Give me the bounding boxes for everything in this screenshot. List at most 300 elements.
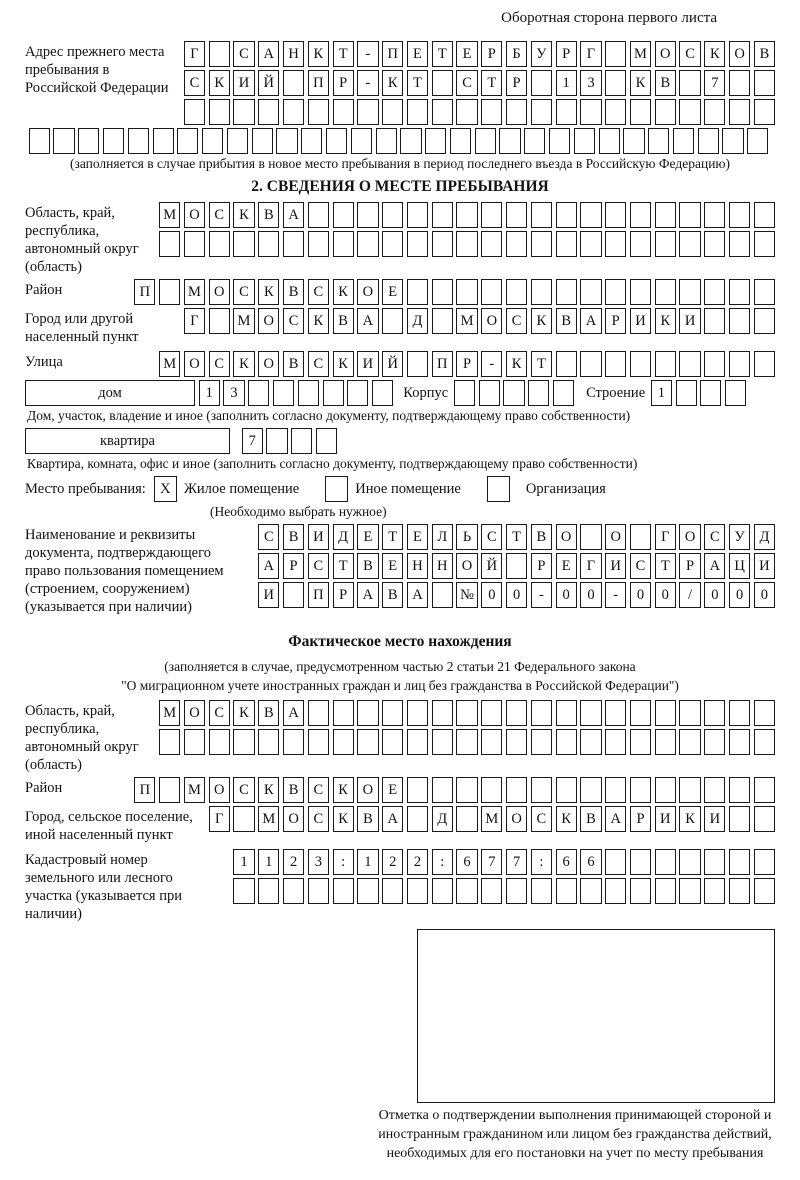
form-cell	[725, 380, 746, 406]
form-cell: М	[456, 308, 477, 334]
form-cell	[481, 231, 502, 257]
top-note: Оборотная сторона первого листа	[501, 10, 717, 26]
form-cell: А	[605, 806, 626, 832]
form-cell: Н	[407, 553, 428, 579]
form-cell	[233, 729, 254, 755]
form-cell	[655, 878, 676, 904]
form-cell	[556, 202, 577, 228]
actual-location-caption-2: "О миграционном учете иностранных граждан и лиц без гражданства в Российской Федерации")	[121, 678, 679, 693]
form-cell	[553, 380, 574, 406]
form-cell: Р	[679, 553, 700, 579]
form-cell	[233, 878, 254, 904]
form-cell: 0	[630, 582, 651, 608]
form-cell: К	[655, 308, 676, 334]
form-cell	[729, 202, 750, 228]
form-cell: О	[481, 308, 502, 334]
form-cell: Е	[382, 279, 403, 305]
form-cell	[209, 308, 230, 334]
form-cell	[400, 128, 421, 154]
form-cell	[605, 279, 626, 305]
form-cell: К	[679, 806, 700, 832]
form-cell	[556, 729, 577, 755]
form-cell	[266, 428, 287, 454]
form-cell	[605, 99, 626, 125]
form-cell: 7	[481, 849, 502, 875]
form-cell	[308, 729, 329, 755]
form-cell	[729, 700, 750, 726]
form-cell	[605, 777, 626, 803]
form-cell	[580, 524, 601, 550]
form-cell	[630, 700, 651, 726]
form-cell: П	[432, 351, 453, 377]
form-cell: 6	[556, 849, 577, 875]
s2-region-row-1	[155, 202, 775, 228]
cadastre-group	[25, 849, 775, 923]
form-cell: 6	[580, 849, 601, 875]
form-cell	[227, 128, 248, 154]
checkbox-residential: X	[154, 476, 177, 502]
form-cell	[704, 700, 725, 726]
form-cell	[456, 878, 477, 904]
s2-region-label: Область, край, республика, автономный округ (область)	[25, 205, 139, 275]
form-cell	[506, 878, 527, 904]
form-cell	[630, 878, 651, 904]
form-cell	[407, 231, 428, 257]
form-cell: К	[382, 70, 403, 96]
form-cell	[729, 308, 750, 334]
form-cell: И	[630, 308, 651, 334]
form-cell	[630, 777, 651, 803]
form-cell: Н	[283, 41, 304, 67]
form-cell	[729, 777, 750, 803]
form-cell: К	[531, 308, 552, 334]
form-cell	[506, 729, 527, 755]
form-cell	[103, 128, 124, 154]
form-cell	[177, 128, 198, 154]
form-cell	[531, 777, 552, 803]
form-cell: М	[184, 777, 205, 803]
form-cell: А	[283, 202, 304, 228]
form-cell: И	[258, 582, 279, 608]
form-cell: С	[456, 70, 477, 96]
form-cell	[754, 878, 775, 904]
form-cell: О	[209, 777, 230, 803]
form-cell	[481, 729, 502, 755]
form-cell: И	[704, 806, 725, 832]
form-cell: В	[333, 308, 354, 334]
form-cell	[432, 700, 453, 726]
form-cell: О	[283, 806, 304, 832]
form-cell	[630, 849, 651, 875]
form-cell: О	[184, 202, 205, 228]
form-cell: С	[209, 202, 230, 228]
form-cell	[754, 308, 775, 334]
form-cell: О	[506, 806, 527, 832]
form-cell	[679, 700, 700, 726]
form-cell	[580, 878, 601, 904]
form-cell: С	[506, 308, 527, 334]
form-cell	[580, 99, 601, 125]
form-cell	[233, 99, 254, 125]
form-cell	[347, 380, 368, 406]
form-cell	[556, 99, 577, 125]
document-label: Наименование и реквизиты документа, подтверждающего право пользования помещением (строением, сооружением) (указывается при наличии)	[25, 527, 224, 615]
form-cell: К	[233, 700, 254, 726]
form-cell: Т	[407, 70, 428, 96]
form-cell: Г	[184, 308, 205, 334]
form-cell	[357, 700, 378, 726]
form-cell: О	[357, 279, 378, 305]
form-cell	[704, 202, 725, 228]
form-cell	[630, 202, 651, 228]
form-cell: С	[233, 41, 254, 67]
form-cell	[456, 700, 477, 726]
fact-city-group	[25, 806, 775, 846]
form-cell	[456, 202, 477, 228]
form-cell	[456, 231, 477, 257]
form-cell	[754, 700, 775, 726]
form-cell: Г	[184, 41, 205, 67]
form-cell	[432, 279, 453, 305]
form-cell	[382, 308, 403, 334]
form-cell	[599, 128, 620, 154]
form-cell: П	[134, 777, 155, 803]
form-cell: К	[258, 777, 279, 803]
form-cell	[754, 729, 775, 755]
form-cell	[481, 700, 502, 726]
form-cell: Р	[605, 308, 626, 334]
form-cell: С	[481, 524, 502, 550]
form-cell: Г	[655, 524, 676, 550]
form-cell	[506, 99, 527, 125]
form-cell	[580, 777, 601, 803]
form-cell: М	[159, 351, 180, 377]
fact-district-row	[131, 777, 775, 803]
form-cell: В	[556, 308, 577, 334]
form-cell: О	[209, 279, 230, 305]
form-cell: К	[308, 308, 329, 334]
form-cell	[754, 202, 775, 228]
form-cell: 0	[481, 582, 502, 608]
form-cell	[531, 231, 552, 257]
form-cell	[673, 128, 694, 154]
form-cell: 3	[580, 70, 601, 96]
form-cell	[333, 231, 354, 257]
form-cell	[747, 128, 768, 154]
form-cell: К	[308, 41, 329, 67]
option-organization-label: Организация	[525, 480, 606, 497]
form-cell: А	[580, 308, 601, 334]
form-cell	[159, 729, 180, 755]
form-cell	[556, 231, 577, 257]
form-cell	[729, 351, 750, 377]
form-cell: Т	[333, 41, 354, 67]
form-cell	[605, 878, 626, 904]
form-cell: А	[357, 308, 378, 334]
form-cell	[679, 878, 700, 904]
form-cell	[432, 70, 453, 96]
form-cell	[432, 777, 453, 803]
form-cell: Р	[531, 553, 552, 579]
form-cell: В	[382, 582, 403, 608]
form-cell	[704, 878, 725, 904]
form-cell: С	[308, 806, 329, 832]
form-cell: -	[605, 582, 626, 608]
form-cell	[407, 351, 428, 377]
fact-city-row	[205, 806, 775, 832]
form-cell: С	[233, 279, 254, 305]
form-cell	[605, 849, 626, 875]
form-cell	[506, 700, 527, 726]
form-cell	[382, 878, 403, 904]
form-cell: Й	[258, 70, 279, 96]
form-cell: Р	[506, 70, 527, 96]
prev-address-caption: (заполняется в случае прибытия в новое место пребывания в период последнего въезда в Российскую Федерацию)	[69, 156, 731, 171]
form-cell: Г	[580, 553, 601, 579]
form-cell: -	[357, 70, 378, 96]
fact-region-row-1	[155, 700, 775, 726]
form-cell	[184, 729, 205, 755]
form-cell	[233, 231, 254, 257]
form-cell	[283, 582, 304, 608]
form-cell: М	[233, 308, 254, 334]
form-cell	[630, 729, 651, 755]
form-cell	[655, 700, 676, 726]
form-cell	[382, 99, 403, 125]
form-cell: Т	[506, 524, 527, 550]
form-cell	[308, 99, 329, 125]
form-cell	[372, 380, 393, 406]
form-cell	[407, 279, 428, 305]
form-cell: С	[704, 524, 725, 550]
form-cell: К	[209, 70, 230, 96]
form-cell: В	[283, 777, 304, 803]
house-row	[25, 380, 775, 406]
s2-district-row	[131, 279, 775, 305]
form-cell: Ц	[729, 553, 750, 579]
form-cell	[704, 777, 725, 803]
form-cell: И	[679, 308, 700, 334]
form-cell	[283, 231, 304, 257]
form-cell: К	[233, 202, 254, 228]
form-cell	[333, 202, 354, 228]
form-cell: А	[704, 553, 725, 579]
form-cell	[128, 128, 149, 154]
form-cell: 7	[704, 70, 725, 96]
form-cell	[432, 99, 453, 125]
prev-address-rows	[180, 41, 775, 125]
form-cell	[407, 729, 428, 755]
form-cell	[258, 231, 279, 257]
form-cell: О	[679, 524, 700, 550]
form-cell: 0	[754, 582, 775, 608]
form-cell	[754, 777, 775, 803]
form-cell	[481, 279, 502, 305]
form-cell: С	[308, 351, 329, 377]
form-cell: К	[333, 279, 354, 305]
form-cell	[531, 878, 552, 904]
korpus-cells	[450, 380, 574, 406]
form-cell: К	[333, 777, 354, 803]
form-cell	[679, 70, 700, 96]
form-cell	[655, 777, 676, 803]
form-cell	[556, 279, 577, 305]
form-cell: Д	[407, 308, 428, 334]
form-cell	[729, 279, 750, 305]
form-cell: П	[382, 41, 403, 67]
form-cell	[605, 351, 626, 377]
form-cell	[580, 700, 601, 726]
form-cell	[679, 777, 700, 803]
apartment-row	[25, 428, 775, 454]
form-cell	[630, 231, 651, 257]
stay-type-caption: (Необходимо выбрать нужное)	[210, 504, 387, 519]
form-cell	[556, 777, 577, 803]
form-cell	[184, 99, 205, 125]
form-cell: У	[531, 41, 552, 67]
form-cell	[700, 380, 721, 406]
form-cell: К	[258, 279, 279, 305]
form-cell: О	[456, 553, 477, 579]
form-cell: Н	[432, 553, 453, 579]
form-cell: О	[556, 524, 577, 550]
form-cell: 0	[655, 582, 676, 608]
form-cell	[531, 279, 552, 305]
form-cell: Р	[456, 351, 477, 377]
stroenie-label: Строение	[586, 384, 646, 401]
form-cell: С	[630, 553, 651, 579]
form-cell	[605, 729, 626, 755]
option-other-premises-label: Иное помещение	[355, 480, 461, 497]
form-cell: Д	[432, 806, 453, 832]
form-cell: -	[531, 582, 552, 608]
apartment-caption: Квартира, комната, офис и иное (заполнить согласно документу, подтверждающему право собственности)	[27, 456, 638, 471]
form-cell: Е	[357, 524, 378, 550]
form-cell	[605, 70, 626, 96]
form-cell: И	[233, 70, 254, 96]
prev-address-row-4	[25, 128, 775, 154]
house-caption: Дом, участок, владение и иное (заполнить согласно документу, подтверждающему право собственности)	[27, 408, 631, 423]
form-cell	[202, 128, 223, 154]
form-cell	[153, 128, 174, 154]
house-cells	[195, 380, 393, 406]
form-cell	[729, 729, 750, 755]
form-cell	[308, 878, 329, 904]
form-cell: О	[258, 308, 279, 334]
form-cell	[580, 351, 601, 377]
form-cell	[679, 849, 700, 875]
form-cell: О	[357, 777, 378, 803]
form-cell	[630, 524, 651, 550]
actual-location-title: Фактическое место нахождения	[288, 633, 512, 650]
checkbox-other-premises	[325, 476, 348, 502]
form-cell	[580, 279, 601, 305]
form-cell	[159, 279, 180, 305]
form-cell: С	[258, 524, 279, 550]
form-cell	[382, 700, 403, 726]
s2-street-row	[155, 351, 775, 377]
form-cell: Р	[630, 806, 651, 832]
form-cell: В	[283, 279, 304, 305]
form-cell: К	[704, 41, 725, 67]
form-cell	[159, 231, 180, 257]
form-cell	[556, 878, 577, 904]
apartment-cells	[238, 428, 337, 454]
form-cell	[283, 878, 304, 904]
form-cell: А	[258, 41, 279, 67]
form-cell	[432, 729, 453, 755]
form-cell	[524, 128, 545, 154]
form-cell: Л	[432, 524, 453, 550]
form-cell: 3	[223, 380, 244, 406]
form-cell: 1	[651, 380, 672, 406]
form-cell: 3	[308, 849, 329, 875]
form-cell	[605, 41, 626, 67]
form-cell	[252, 128, 273, 154]
form-cell	[580, 729, 601, 755]
document-row-2	[255, 553, 775, 579]
form-cell: 6	[456, 849, 477, 875]
form-cell	[722, 128, 743, 154]
form-cell: П	[308, 70, 329, 96]
confirmation-mark-box	[417, 929, 775, 1103]
s2-region-row-2	[155, 231, 775, 257]
form-cell	[704, 351, 725, 377]
form-cell	[481, 202, 502, 228]
document-row-3	[255, 582, 775, 608]
form-cell: А	[357, 582, 378, 608]
stroenie-cells	[647, 380, 746, 406]
form-cell	[679, 279, 700, 305]
form-cell	[704, 279, 725, 305]
actual-location-caption-1: (заполняется в случае, предусмотренном частью 2 статьи 21 Федерального закона	[164, 659, 636, 674]
form-cell	[531, 729, 552, 755]
form-cell	[456, 777, 477, 803]
form-cell: С	[209, 351, 230, 377]
form-cell	[655, 99, 676, 125]
form-cell: В	[357, 553, 378, 579]
form-cell	[580, 202, 601, 228]
form-cell: У	[729, 524, 750, 550]
form-cell	[29, 128, 50, 154]
form-cell	[506, 231, 527, 257]
form-cell: О	[258, 351, 279, 377]
s2-region-group	[25, 202, 775, 276]
s2-district-group	[25, 279, 775, 305]
form-cell	[754, 849, 775, 875]
form-cell	[357, 231, 378, 257]
form-cell	[273, 380, 294, 406]
form-cell	[531, 202, 552, 228]
form-cell: В	[357, 806, 378, 832]
form-cell: Ь	[456, 524, 477, 550]
form-cell: Е	[456, 41, 477, 67]
form-cell	[679, 99, 700, 125]
form-cell	[258, 99, 279, 125]
form-cell	[407, 878, 428, 904]
stay-type-label: Место пребывания:	[25, 480, 146, 497]
form-cell	[729, 849, 750, 875]
form-cell	[506, 553, 527, 579]
form-cell	[623, 128, 644, 154]
form-cell: 0	[704, 582, 725, 608]
form-cell: Т	[432, 41, 453, 67]
s2-city-group	[25, 308, 775, 348]
form-cell: Р	[333, 70, 354, 96]
form-cell	[556, 351, 577, 377]
form-cell: К	[506, 351, 527, 377]
form-cell	[407, 806, 428, 832]
